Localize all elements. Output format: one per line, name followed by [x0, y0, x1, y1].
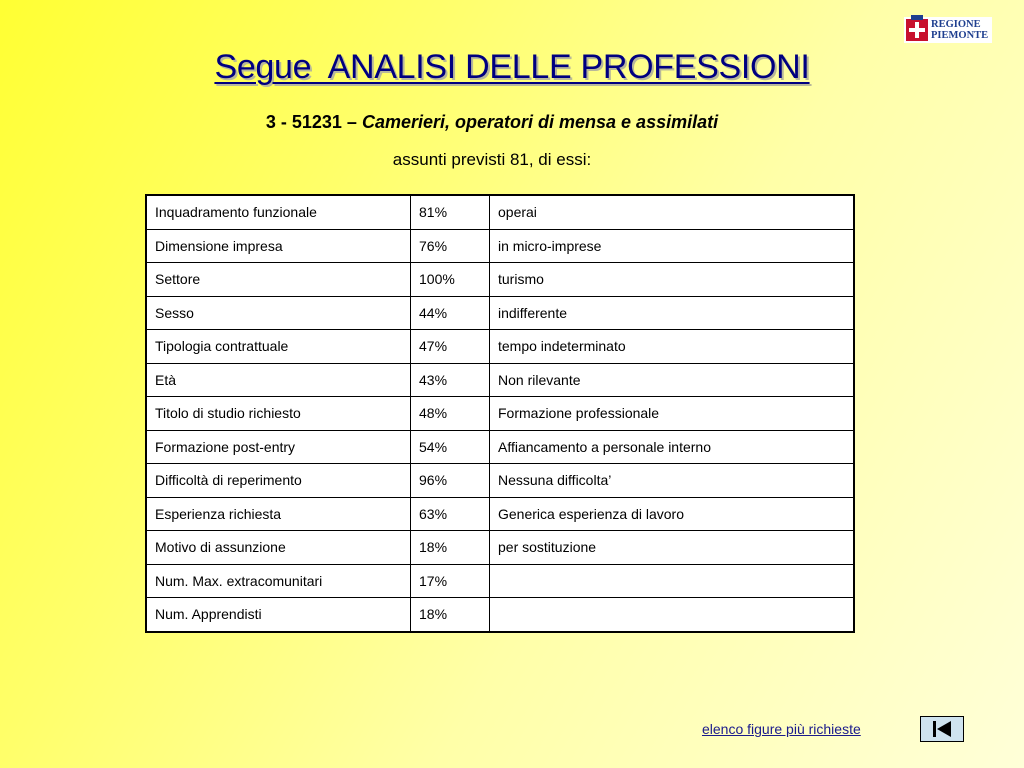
row-percent: 63% — [411, 497, 490, 531]
table-row — [146, 229, 854, 263]
row-value: in micro-imprese — [490, 229, 855, 263]
row-label: Età — [146, 363, 411, 397]
profession-heading — [0, 112, 984, 133]
skip-to-start-icon — [929, 719, 955, 739]
table-row — [146, 497, 854, 531]
page-title: Segue ANALISI DELLE PROFESSIONI — [214, 48, 810, 86]
row-percent: 48% — [411, 397, 490, 431]
row-label: Titolo di studio richiesto — [146, 397, 411, 431]
profession-name: Camerieri, operatori di mensa e assimilati — [361, 112, 719, 132]
row-label: Sesso — [146, 296, 411, 330]
row-value: Non rilevante — [490, 363, 855, 397]
table-row — [146, 330, 854, 364]
table-row — [146, 430, 854, 464]
regione-piemonte-logo — [904, 17, 992, 43]
row-value — [490, 564, 855, 598]
table-row — [146, 397, 854, 431]
profession-table — [145, 194, 855, 633]
row-percent: 47% — [411, 330, 490, 364]
row-label: Esperienza richiesta — [146, 497, 411, 531]
row-percent: 76% — [411, 229, 490, 263]
row-percent: 17% — [411, 564, 490, 598]
table-row — [146, 598, 854, 632]
row-label: Tipologia contrattuale — [146, 330, 411, 364]
logo-line-2: PIEMONTE — [931, 30, 989, 41]
profession-code: 3 - 51231 – — [265, 112, 362, 132]
row-percent: 54% — [411, 430, 490, 464]
table-row — [146, 531, 854, 565]
row-percent: 96% — [411, 464, 490, 498]
row-value: tempo indeterminato — [490, 330, 855, 364]
row-value: Generica esperienza di lavoro — [490, 497, 855, 531]
row-label: Settore — [146, 263, 411, 297]
hires-summary: assunti previsti 81, di essi: — [392, 150, 592, 169]
piemonte-flag-icon — [906, 19, 928, 41]
row-percent: 18% — [411, 598, 490, 632]
row-value: Affiancamento a personale interno — [490, 430, 855, 464]
row-value: turismo — [490, 263, 855, 297]
row-value: per sostituzione — [490, 531, 855, 565]
most-requested-figures-link[interactable]: elenco figure più richieste — [702, 721, 861, 737]
table-row — [146, 296, 854, 330]
row-percent: 18% — [411, 531, 490, 565]
row-value — [490, 598, 855, 632]
table-row — [146, 263, 854, 297]
row-value: operai — [490, 195, 855, 229]
row-label: Num. Apprendisti — [146, 598, 411, 632]
row-label: Inquadramento funzionale — [146, 195, 411, 229]
logo-line-1: REGIONE — [931, 19, 981, 30]
row-label: Num. Max. extracomunitari — [146, 564, 411, 598]
table-row — [146, 363, 854, 397]
go-to-first-slide-button[interactable] — [920, 716, 964, 742]
table-row — [146, 564, 854, 598]
row-value: Formazione professionale — [490, 397, 855, 431]
row-percent: 81% — [411, 195, 490, 229]
row-value: Nessuna difficolta’ — [490, 464, 855, 498]
table-row — [146, 464, 854, 498]
row-label: Difficoltà di reperimento — [146, 464, 411, 498]
logo-text — [931, 19, 988, 41]
row-label: Formazione post-entry — [146, 430, 411, 464]
row-percent: 100% — [411, 263, 490, 297]
table-row — [146, 195, 854, 229]
row-label: Dimensione impresa — [146, 229, 411, 263]
row-percent: 43% — [411, 363, 490, 397]
row-label: Motivo di assunzione — [146, 531, 411, 565]
row-value: indifferente — [490, 296, 855, 330]
row-percent: 44% — [411, 296, 490, 330]
